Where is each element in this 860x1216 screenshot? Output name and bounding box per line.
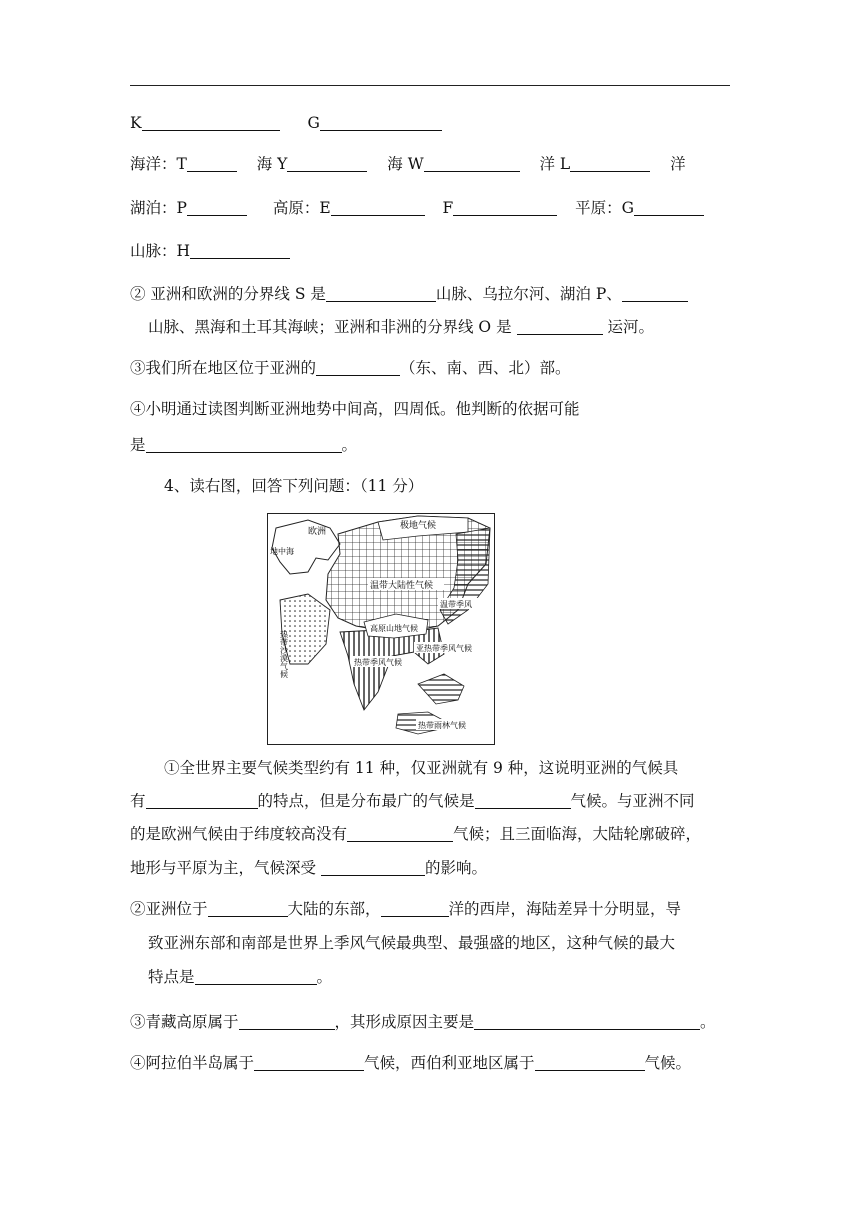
blank-continent[interactable] [208, 899, 288, 917]
map-label-subtropical-monsoon: 亚热带季风气候 [416, 644, 472, 653]
q2-line1 [130, 283, 688, 305]
blank-k[interactable] [142, 113, 280, 131]
sub3-line [130, 1011, 716, 1033]
blank-monsoon-feature[interactable] [195, 967, 317, 985]
question-4-title [164, 475, 423, 497]
blank-y[interactable] [287, 154, 367, 172]
blank-plain-g[interactable] [634, 198, 704, 216]
map-label-tropical-monsoon: 热带季风气候 [354, 658, 402, 667]
sub1-line1 [164, 757, 678, 779]
map-label-plateau-mountain: 高原山地气候 [370, 624, 418, 633]
q4-line1 [130, 398, 580, 420]
blank-o-canal[interactable] [517, 317, 603, 335]
sub1-text-c2: 气候；且三面临海，大陆轮廓破碎， [453, 825, 702, 843]
sub2-text-a1: ②亚洲位于 [130, 900, 208, 918]
sub1-text-b3: 气候。与亚洲不同 [570, 792, 695, 810]
q2-text-a: ② 亚洲和欧洲的分界线 S 是 [130, 285, 326, 303]
blank-h[interactable] [190, 241, 290, 259]
map-label-tundra: 极地气候 [400, 521, 437, 531]
sub2-text-c2: 。 [316, 968, 333, 986]
sub1-line3 [130, 823, 701, 845]
sub3-text-a3: 。 [700, 1013, 716, 1031]
q3-line [130, 357, 571, 379]
label-f: F [442, 199, 454, 217]
blank-lake-p2[interactable] [622, 284, 688, 302]
blank-ocean[interactable] [381, 899, 449, 917]
blank-p[interactable] [187, 198, 247, 216]
region-tropical-rainforest [418, 674, 464, 704]
q3-text-a: ③我们所在地区位于亚洲的 [130, 359, 317, 377]
q2-text-d: 运河。 [607, 318, 654, 336]
region-tropical-monsoon [340, 628, 444, 710]
map-label-temperate-continental: 温带大陆性气候 [370, 581, 434, 591]
blank-w[interactable] [424, 154, 520, 172]
label-ocean-t: 海洋：T [130, 155, 187, 173]
sub2-text-c1: 特点是 [148, 968, 195, 986]
map-label-temperate-monsoon: 温带季风 [440, 600, 472, 609]
q3-text-b: （东、南、西、北）部。 [400, 359, 571, 377]
map-label-mediterranean: 地中海 [270, 547, 294, 556]
map-svg [268, 514, 493, 743]
blank-climate-feature[interactable] [146, 791, 258, 809]
label-plateau-e: 高原：E [272, 199, 331, 217]
sub2-text-a2: 大陆的东部， [287, 900, 381, 918]
blank-direction[interactable] [316, 358, 400, 376]
q4-text-c: 。 [341, 436, 358, 454]
blank-plateau-climate[interactable] [239, 1012, 335, 1030]
q2-text-c: 山脉、黑海和土耳其海峡；亚洲和非洲的分界线 O 是 [148, 318, 512, 336]
fill-row-lake [130, 197, 704, 219]
blank-widest-climate[interactable] [475, 791, 571, 809]
map-label-tropical-rainforest: 热带雨林气候 [418, 721, 466, 730]
sub1-line2 [130, 790, 695, 812]
blank-s-mountain[interactable] [326, 284, 436, 302]
sub1-text-a: ①全世界主要气候类型约有 11 种，仅亚洲就有 9 种，这说明亚洲的气候具 [164, 759, 679, 777]
asia-climate-map [267, 513, 495, 745]
sub4-text-a3: 气候。 [644, 1054, 692, 1072]
label-sea-y: 海 Y [256, 155, 288, 173]
sub2-line3 [148, 966, 332, 988]
fill-row-k-g [130, 112, 442, 134]
label-lake-p: 湖泊：P [130, 199, 187, 217]
label-sea-w: 海 W [387, 155, 424, 173]
fill-row-mountain [130, 240, 290, 262]
sub2-line1 [130, 898, 681, 920]
sub3-text-a2: ，其形成原因主要是 [334, 1013, 475, 1031]
sub2-text-b: 致亚洲东部和南部是世界上季风气候最典型、最强盛的地区，这种气候的最大 [148, 934, 676, 952]
question-4-title-text: 4、读右图，回答下列问题：（11 分） [164, 477, 424, 495]
sub1-text-b1: 有 [130, 792, 146, 810]
sub1-line4 [130, 857, 487, 879]
sub1-text-b2: 的特点，但是分布最广的气候是 [257, 792, 475, 810]
sub1-text-d1: 地形与平原为主，气候深受 [130, 859, 317, 877]
label-ocean-suffix: 洋 [670, 155, 686, 173]
label-mountain-h: 山脉：H [130, 242, 191, 260]
blank-f[interactable] [453, 198, 557, 216]
blank-t[interactable] [187, 154, 237, 172]
blank-l[interactable] [570, 154, 650, 172]
sub3-text-a1: ③青藏高原属于 [130, 1013, 239, 1031]
blank-basis[interactable] [146, 435, 342, 453]
blank-plateau-reason[interactable] [474, 1012, 700, 1030]
fill-row-ocean [130, 153, 686, 175]
sub2-line2 [148, 932, 675, 954]
sub4-text-a1: ④阿拉伯半岛属于 [130, 1054, 255, 1072]
sub1-text-d2: 的影响。 [424, 859, 487, 877]
map-label-tropical-desert: 热带沙漠气候 [279, 630, 289, 678]
blank-g[interactable] [320, 113, 442, 131]
label-k: K [130, 114, 142, 132]
q4-text-a: ④小明通过读图判断亚洲地势中间高，四周低。他判断的依据可能 [130, 400, 580, 418]
label-plain-g: 平原：G [575, 199, 635, 217]
label-g: G [307, 114, 320, 132]
label-ocean-l: 洋 L [539, 155, 571, 173]
blank-influence[interactable] [321, 858, 425, 876]
sub4-line [130, 1052, 691, 1074]
top-rule [130, 85, 730, 86]
blank-arabia-climate[interactable] [254, 1053, 364, 1071]
q4-text-b: 是 [130, 436, 146, 454]
map-label-europe: 欧洲 [308, 527, 327, 537]
blank-europe-missing-climate[interactable] [347, 824, 453, 842]
blank-siberia-climate[interactable] [535, 1053, 645, 1071]
q4-line2 [130, 434, 357, 456]
sub4-text-a2: 气候，西伯利亚地区属于 [364, 1054, 535, 1072]
q2-line2 [148, 316, 654, 338]
sub1-text-c1: 的是欧洲气候由于纬度较高没有 [130, 825, 348, 843]
blank-e[interactable] [331, 198, 425, 216]
sub2-text-a3: 洋的西岸，海陆差异十分明显，导 [448, 900, 682, 918]
q2-text-b: 山脉、乌拉尔河、湖泊 P、 [435, 285, 622, 303]
